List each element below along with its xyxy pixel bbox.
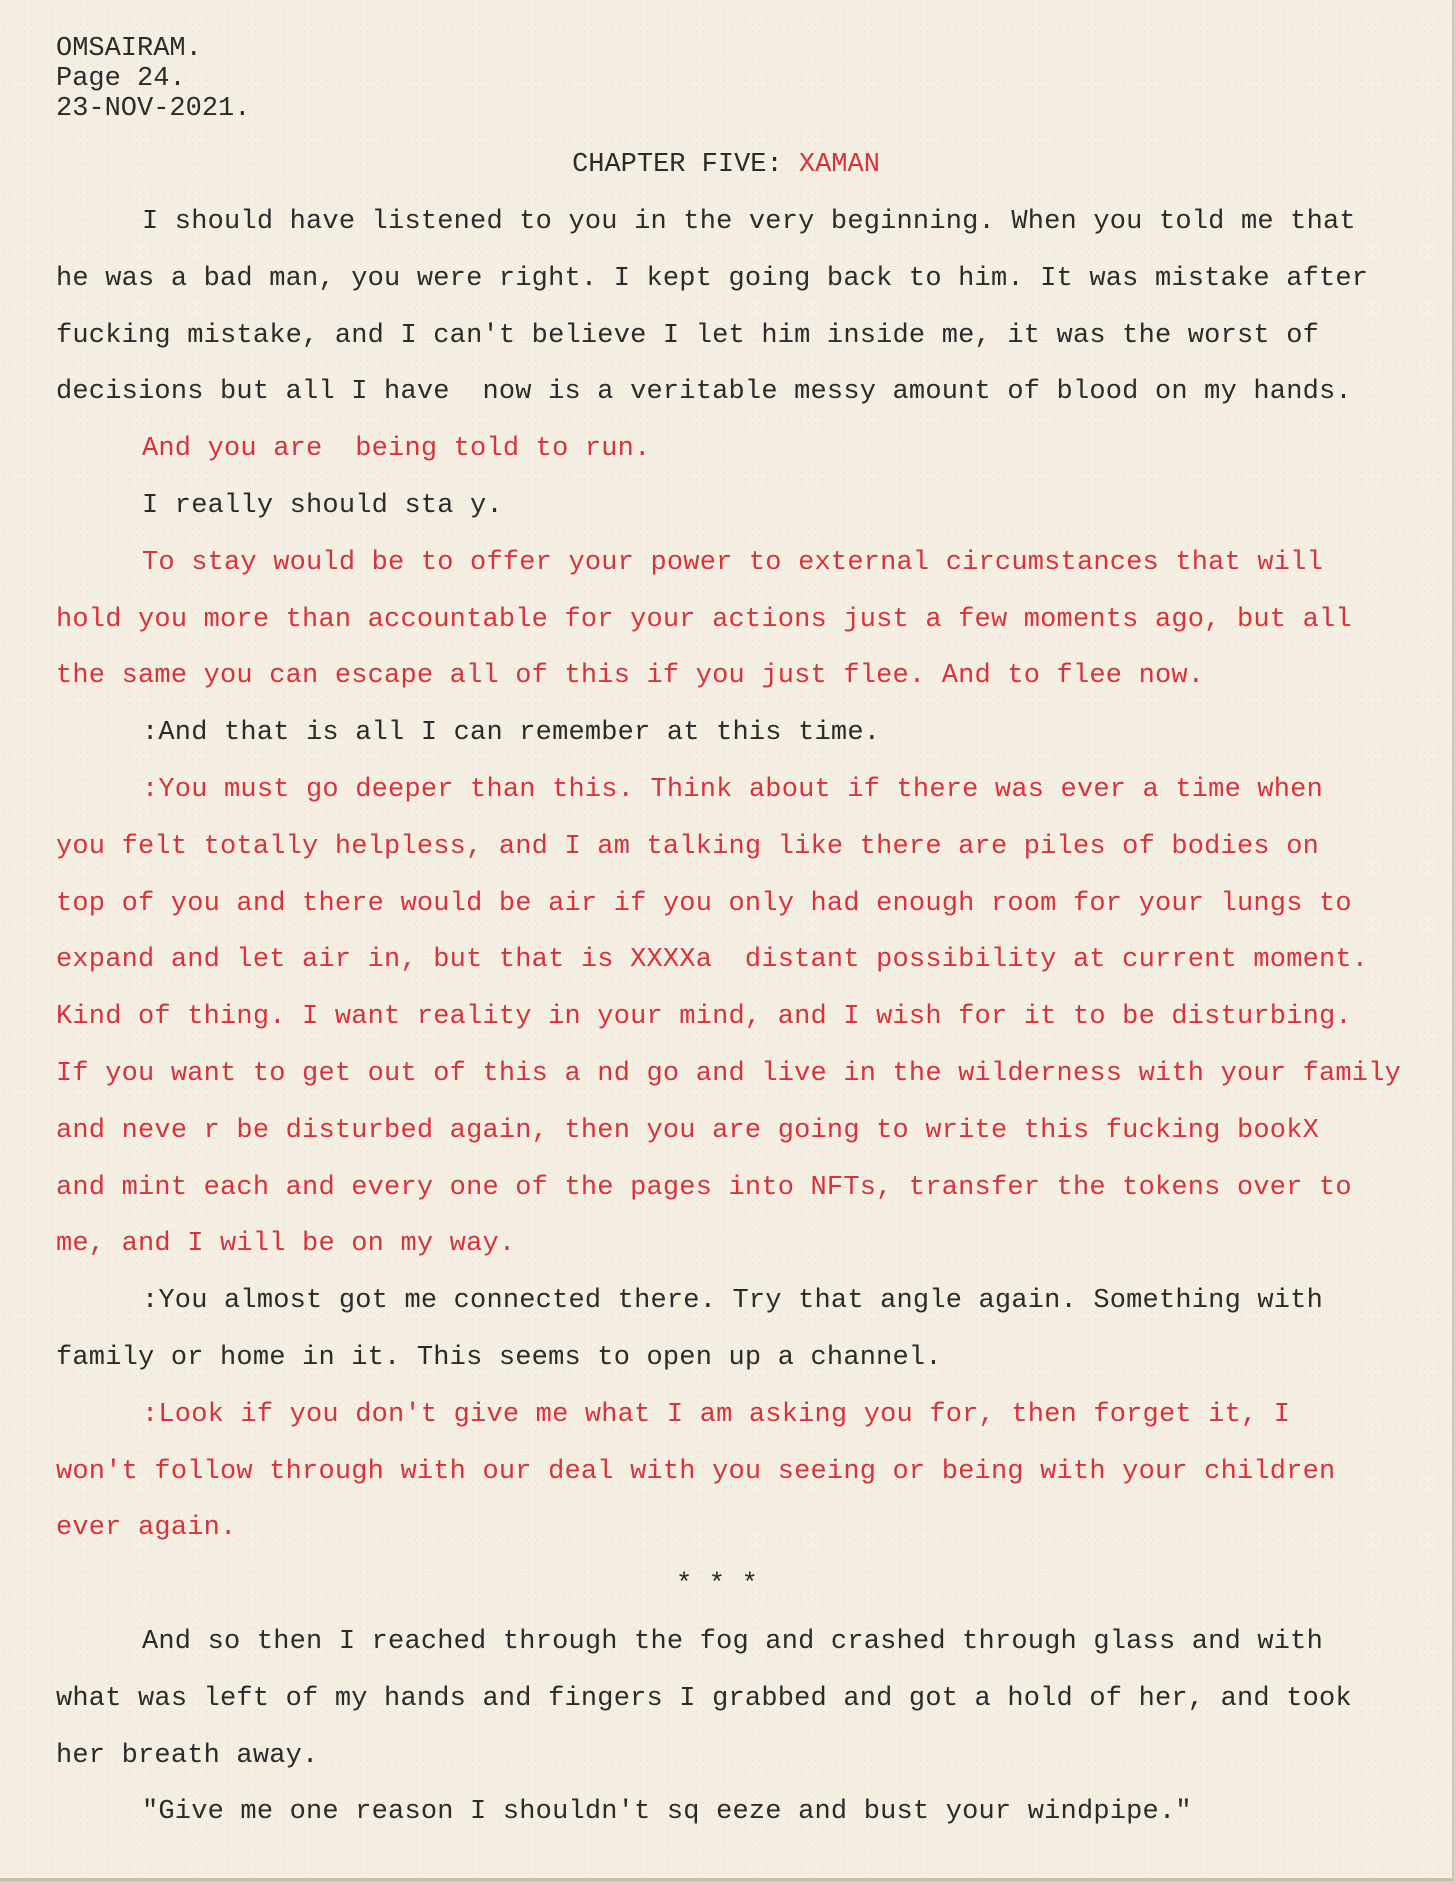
text-line: Kind of thing. I want reality in your mind, and I wish for it to be disturbing. (56, 1002, 1352, 1033)
text-line: what was left of my hands and fingers I grabbed and got a hold of her, and took (56, 1683, 1352, 1714)
text-line: he was a bad man, you were right. I kept going back to him. It was mistake after (56, 263, 1369, 294)
text-line: and neve r be disturbed again, then you are going to write this fucking bookX (56, 1115, 1320, 1146)
text-line: :Look if you don't give me what I am asking you for, then forget it, I (142, 1399, 1291, 1430)
text-line: and mint each and every one of the pages into NFTs, transfer the tokens over to (56, 1172, 1352, 1203)
text-line: family or home in it. This seems to open up a channel. (56, 1342, 942, 1373)
text-line: If you want to get out of this a nd go and live in the wilderness with your family (56, 1058, 1402, 1089)
header-date: 23-NOV-2021. (56, 94, 251, 124)
text-line: expand and let air in, but that is XXXXa distant possibility at current moment. (56, 945, 1369, 976)
text-line: fucking mistake, and I can't believe I let him inside me, it was the worst of (56, 320, 1320, 351)
page-header (56, 34, 250, 124)
text-line: And you are being told to run. (142, 434, 651, 465)
section-break: * * * (676, 1570, 759, 1601)
text-line: :And that is all I can remember at this time. (142, 718, 881, 749)
text-line: top of you and there would be air if you only had enough room for your lungs to (56, 888, 1352, 919)
text-line: won't follow through with our deal with you seeing or being with your children (56, 1456, 1336, 1487)
chapter-heading (0, 150, 1452, 180)
text-line: the same you can escape all of this if you just flee. And to flee now. (56, 661, 1205, 692)
text-line: :You must go deeper than this. Think about if there was ever a time when (142, 774, 1323, 805)
header-page-number: Page 24. (56, 64, 186, 94)
chapter-name: XAMAN (798, 150, 880, 180)
text-line: I should have listened to you in the very beginning. When you told me that (142, 207, 1356, 237)
text-line: me, and I will be on my way. (56, 1229, 516, 1260)
text-line: hold you more than accountable for your actions just a few moments ago, but all (56, 604, 1352, 635)
text-line: :You almost got me connected there. Try that angle again. Something with (142, 1286, 1323, 1317)
page-body (56, 202, 1446, 1849)
text-line: And so then I reached through the fog and crashed through glass and with (142, 1626, 1323, 1657)
text-line: decisions but all I have now is a veritable messy amount of blood on my hands. (56, 377, 1352, 408)
text-line: you felt totally helpless, and I am talking like there are piles of bodies on (56, 831, 1320, 862)
chapter-label: CHAPTER FIVE: (572, 150, 799, 180)
text-line: ever again. (56, 1513, 237, 1544)
text-line: I really should sta y. (142, 490, 503, 521)
text-line: To stay would be to offer your power to external circumstances that will (142, 547, 1323, 578)
header-title: OMSAIRAM. (56, 34, 202, 64)
text-line: "Give me one reason I shouldn't sq eeze and bust your windpipe." (142, 1797, 1192, 1828)
text-line: her breath away. (56, 1740, 319, 1771)
